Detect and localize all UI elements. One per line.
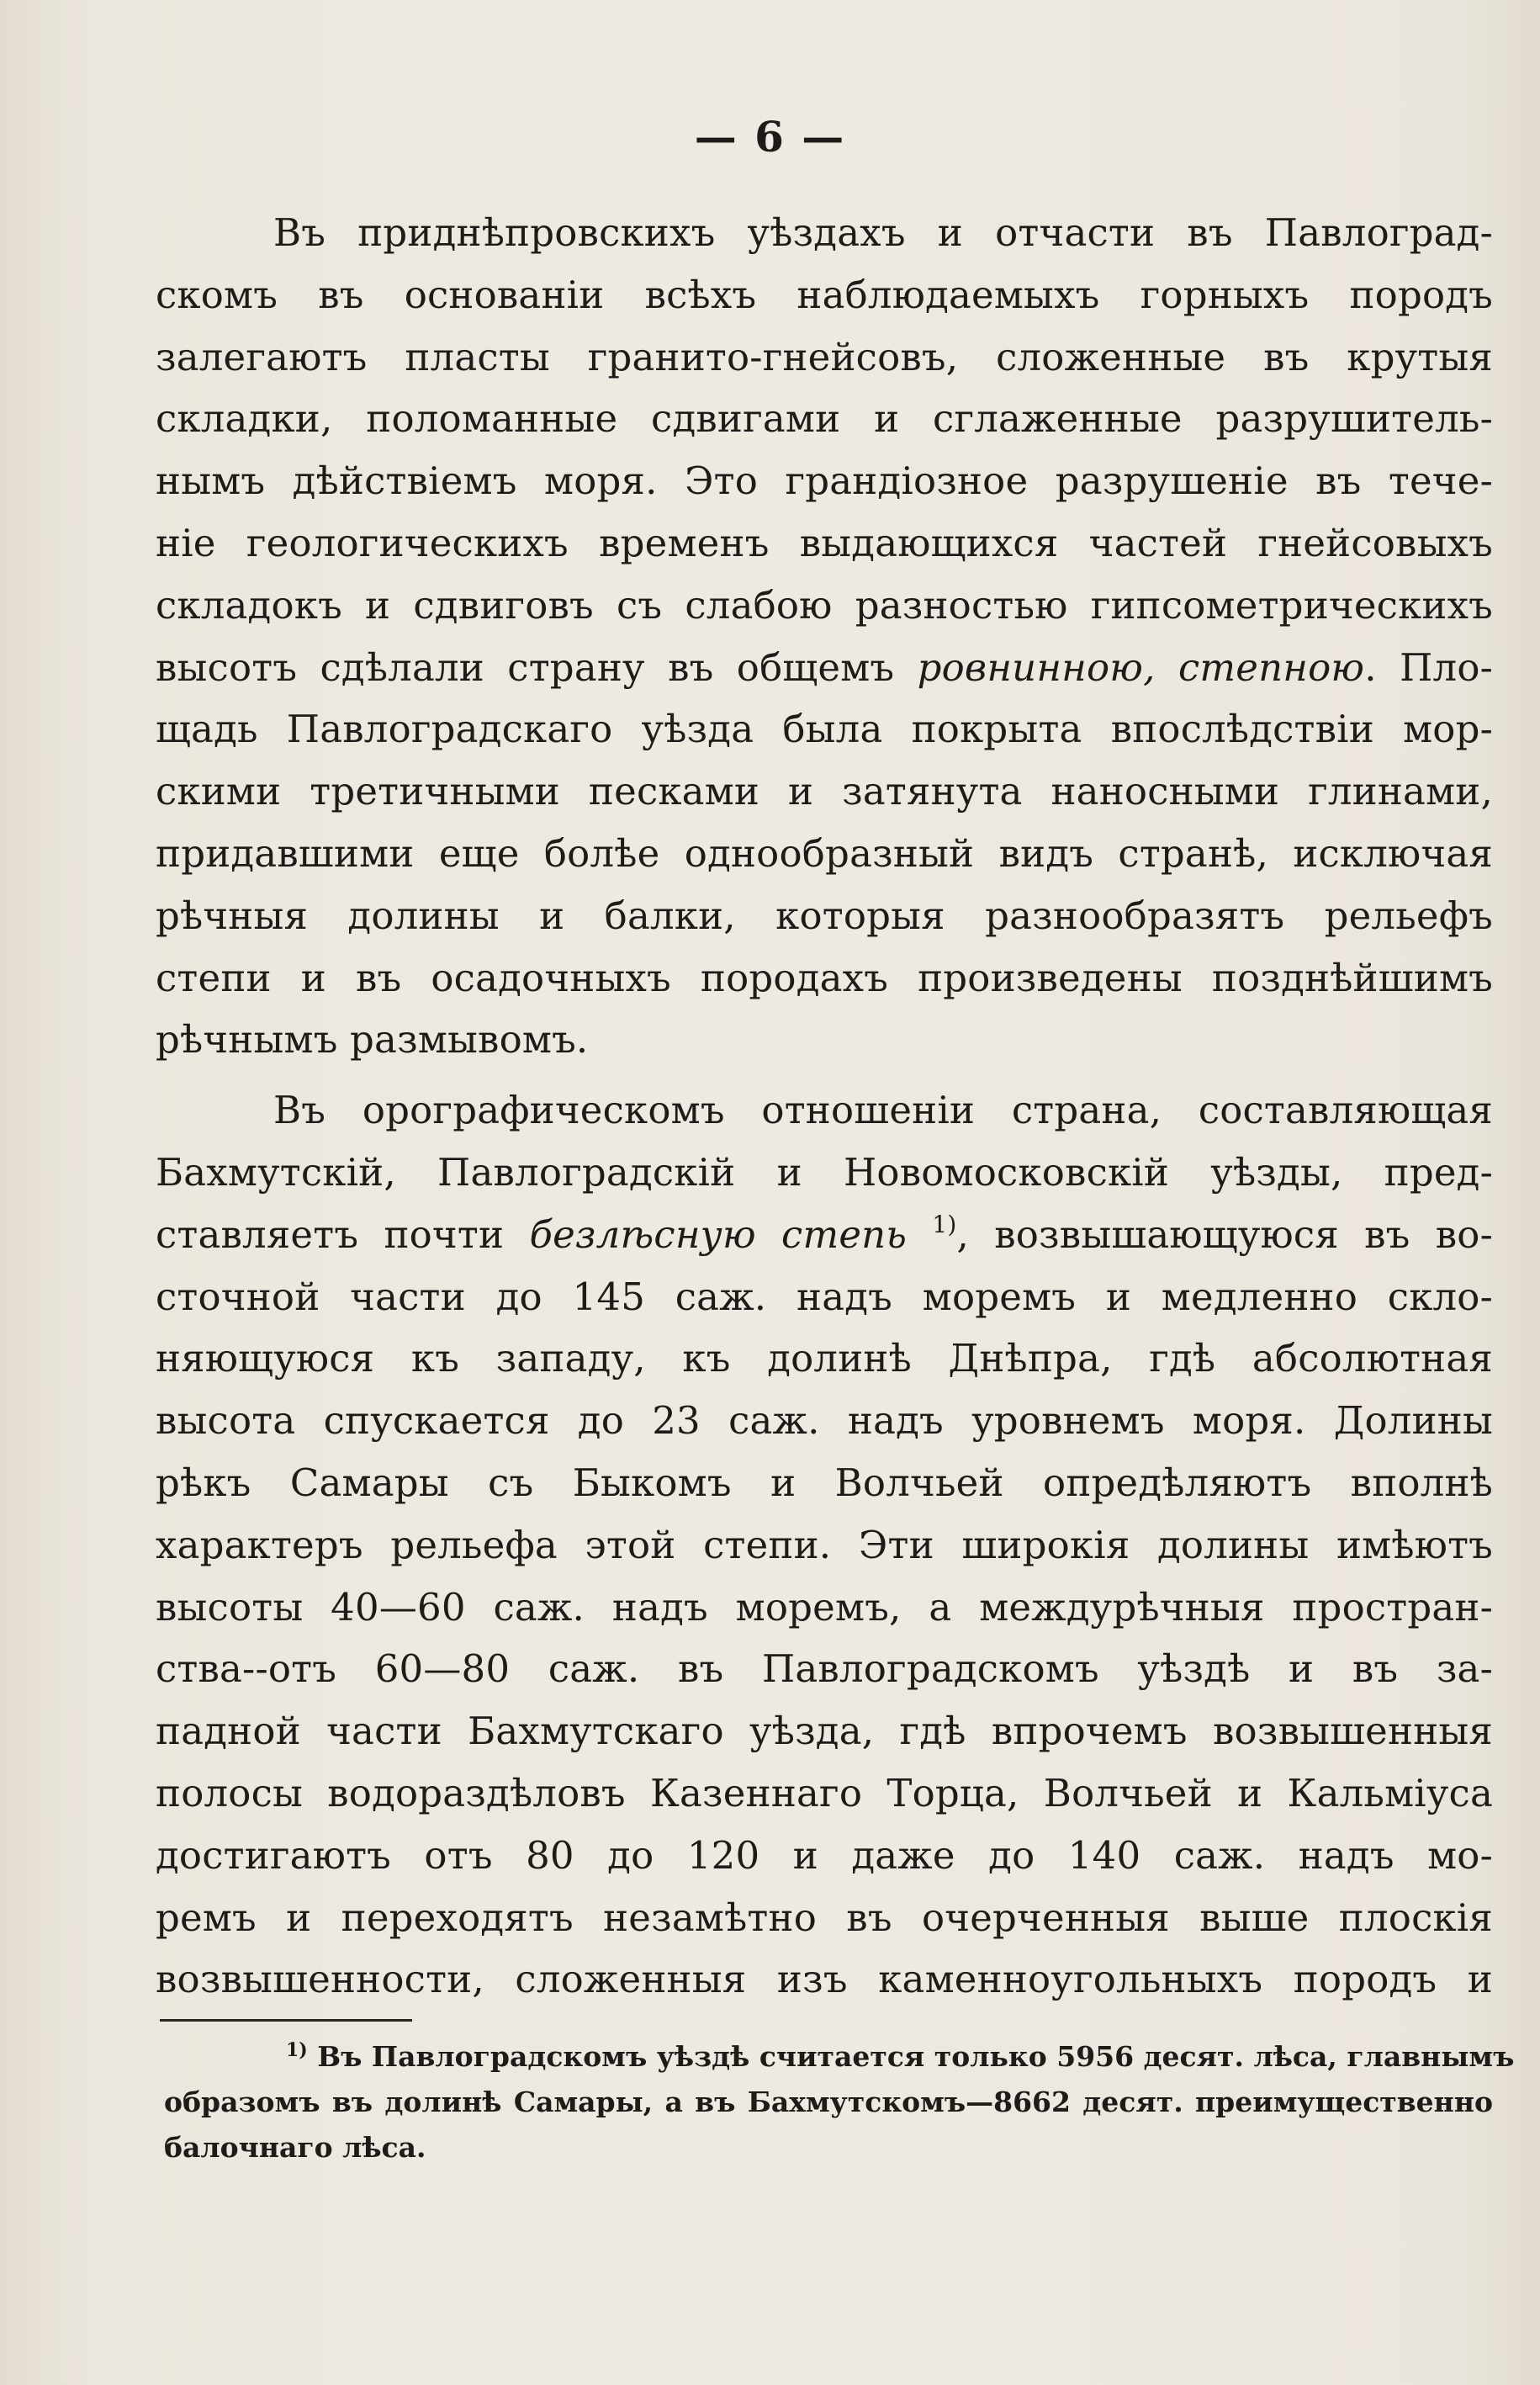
text-line: ставляетъ почти безлѣсную степь $^{1)}$, возвышающуюся въ во- bbox=[156, 1210, 1493, 1257]
footnote bbox=[164, 2034, 1515, 2170]
text-line: Въ орографическомъ отношеніи страна, составляющая bbox=[273, 1088, 1493, 1133]
text-line: няющуюся къ западу, къ долинѣ Днѣпра, гдѣ абсолютная bbox=[156, 1336, 1493, 1381]
footnote-marker: 1) bbox=[286, 2039, 308, 2061]
text-line: высота спускается до 23 саж. надъ уровнемъ моря. Долины bbox=[156, 1398, 1493, 1444]
text-line: рѣкъ Самары съ Быкомъ и Волчьей опредѣляютъ вполнѣ bbox=[156, 1460, 1493, 1505]
footnote-line: образомъ въ долинѣ Самары, а въ Бахмутскомъ—8662 десят. преимущественно bbox=[164, 2086, 1493, 2118]
text-line: ніе геологическихъ временъ выдающихся частей гнейсовыхъ bbox=[156, 520, 1493, 565]
text-line: складокъ и сдвиговъ съ слабою разностью гипсометрическихъ bbox=[156, 582, 1493, 628]
text-line: придавшими еще болѣе однообразный видъ странѣ, исключая bbox=[156, 830, 1493, 876]
text-line: возвышенности, сложенныя изъ каменноугольныхъ породъ и bbox=[156, 1957, 1493, 2002]
text-line: ремъ и переходятъ незамѣтно въ очерченныя выше плоскія bbox=[156, 1895, 1493, 1940]
text-line: ства--отъ 60—80 саж. въ Павлоградскомъ уѣздѣ и въ за- bbox=[156, 1646, 1493, 1692]
text-line: высоты 40—60 саж. надъ моремъ, а междурѣчныя простран- bbox=[156, 1584, 1493, 1630]
text-line: рѣчнымъ размывомъ. bbox=[156, 1017, 589, 1063]
text-line: нымъ дѣйствіемъ моря. Это грандіозное разрушеніе въ тече- bbox=[156, 458, 1493, 504]
text-line: достигаютъ отъ 80 до 120 и даже до 140 саж. надъ мо- bbox=[156, 1832, 1493, 1878]
italic-emphasis: ровнинною, степною bbox=[917, 644, 1365, 690]
footnote-reference: 1) bbox=[932, 1210, 957, 1238]
text-line: скими третичными песками и затянута наносными глинами, bbox=[156, 769, 1493, 814]
text-line: характеръ рельефа этой степи. Эти широкія долины имѣютъ bbox=[156, 1522, 1493, 1567]
footnote-line: $^{1)}$ Въ Павлоградскомъ уѣздѣ считается только 5956 десят. лѣса, главнымъ bbox=[286, 2039, 1515, 2073]
text-line: Бахмутскій, Павлоградскій и Новомосковскій уѣзды, пред- bbox=[156, 1149, 1493, 1195]
text-line: падной части Бахмутскаго уѣзда, гдѣ впрочемъ возвышенныя bbox=[156, 1709, 1493, 1754]
text-line: складки, поломанные сдвигами и сглаженные разрушитель- bbox=[156, 396, 1493, 442]
text-line: скомъ въ основаніи всѣхъ наблюдаемыхъ горныхъ породъ bbox=[156, 272, 1493, 317]
italic-emphasis: безлѣсную степь bbox=[529, 1211, 908, 1257]
footnote-divider bbox=[160, 2019, 412, 2022]
text-line: щадь Павлоградскаго уѣзда была покрыта впослѣдствіи мор- bbox=[156, 707, 1493, 752]
text-line: залегаютъ пласты гранито-гнейсовъ, сложенные въ крутыя bbox=[156, 334, 1493, 379]
paragraph-2 bbox=[156, 1079, 1493, 2011]
body-text bbox=[156, 202, 1493, 2019]
text-line: степи и въ осадочныхъ породахъ произведены позднѣйшимъ bbox=[156, 955, 1493, 1000]
text-line: полосы водораздѣловъ Казеннаго Торца, Волчьей и Кальміуса bbox=[156, 1770, 1493, 1815]
text-line: высотъ сдѣлали страну въ общемъ ровнинною, степною. Пло- bbox=[156, 644, 1494, 690]
text-line: сточной части до 145 саж. надъ моремъ и медленно скло- bbox=[156, 1274, 1493, 1319]
paragraph-1 bbox=[156, 202, 1493, 1071]
footnote-line: балочнаго лѣса. bbox=[164, 2131, 426, 2164]
page-number: — 6 — bbox=[694, 112, 846, 162]
text-line: рѣчныя долины и балки, которыя разнообразятъ рельефъ bbox=[156, 893, 1493, 938]
text-line: Въ приднѣпровскихъ уѣздахъ и отчасти въ Павлоград- bbox=[273, 210, 1493, 255]
